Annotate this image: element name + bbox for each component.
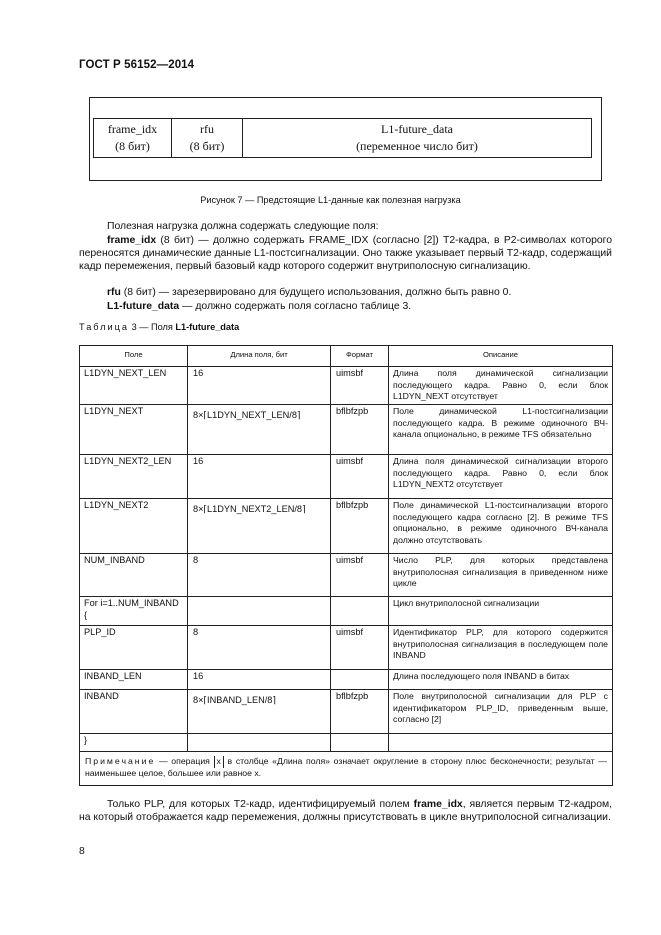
cell-length: [188, 499, 331, 554]
header-format: Формат: [331, 346, 389, 367]
cell-field: L1DYN_NEXT2_LEN: [80, 455, 188, 499]
cell-format: uimsbf: [331, 554, 389, 597]
cell-length: 16: [188, 367, 331, 405]
page-number: 8: [79, 846, 85, 857]
table-note: [80, 752, 613, 786]
paragraph-l1-future-data-text: — должно содержать поля согласно таблице 3.: [179, 301, 412, 312]
cell-format: bflbfzpb: [331, 405, 389, 455]
figure-caption: Рисунок 7 — Предстоящие L1-данные как полезная нагрузка: [200, 195, 461, 205]
cell-format: uimsbf: [331, 455, 389, 499]
table-caption-number: 3 — Поля: [129, 322, 176, 332]
table-row: [80, 626, 613, 670]
paragraph-rfu: [79, 286, 612, 299]
table-note-row: [80, 752, 613, 786]
header-field: Поле: [80, 346, 188, 367]
cell-length: 8: [188, 626, 331, 670]
term-frame-idx: frame_idx: [107, 235, 157, 246]
paragraph-frame-idx-text: (8 бит) — должно содержать FRAME_IDX (согласно [2]) Т2-кадра, в Р2-символах которого переносятся динамические данные L1-постсигнализации. Оно также указывает первый Т2-кадр, содержащий кадр перемежения, первый базовый кадр которого содержит внутриполосную сигнализацию.: [79, 235, 612, 273]
cell-description: Цикл внутриполосной сигнализации: [389, 597, 613, 626]
note-text-pre: — операция: [155, 756, 214, 766]
cell-field: L1DYN_NEXT: [80, 405, 188, 455]
table-row: [80, 405, 613, 455]
cell-field: INBAND_LEN: [80, 670, 188, 690]
term-l1-future-data: L1-future_data: [107, 301, 180, 312]
figure-field-name: L1-future_data: [381, 122, 453, 136]
cell-description: Поле динамической L1-постсигнализации второго последующего кадра согласно [2]. В режиме TFS опционально, в режиме одиночного ВЧ-канала должно отсутствовать: [389, 499, 613, 554]
cell-format: [331, 734, 389, 752]
figure-field-name: frame_idx: [107, 122, 158, 136]
paragraph-l1-future-data: [79, 300, 612, 313]
cell-format: bflbfzpb: [331, 499, 389, 554]
cell-description: Число PLP, для которых представлена внутриполосная сигнализация в приведенном ниже цикле: [389, 554, 613, 597]
table-row: [80, 734, 613, 752]
figure-field-name: rfu: [200, 122, 214, 136]
figure-cell-l1-future-data: [243, 119, 591, 157]
cell-description: Идентификатор PLP, для которого содержится внутриполосная сигнализация в последующем поле INBAND: [389, 626, 613, 670]
cell-length: [188, 597, 331, 626]
term-rfu: rfu: [107, 287, 121, 298]
paragraph-closing: [79, 798, 612, 824]
cell-format: uimsbf: [331, 367, 389, 405]
table-caption-label: Таблица: [79, 322, 130, 332]
ceiling-symbol: x: [214, 756, 224, 768]
paragraph-frame-idx: [79, 234, 612, 274]
cell-length: 16: [188, 670, 331, 690]
table-header-row: [80, 346, 613, 367]
cell-description: Длина последующего поля INBAND в битах: [389, 670, 613, 690]
cell-description: Поле динамической L1-постсигнализации последующего кадра. В режиме одиночного ВЧ-канала опционально, в режиме TFS обязательно: [389, 405, 613, 455]
figure-field-size: (8 бит): [115, 139, 150, 153]
cell-field: }: [80, 734, 188, 752]
cell-field: INBAND: [80, 690, 188, 734]
figure-field-size: (переменное число бит): [356, 139, 478, 153]
cell-format: uimsbf: [331, 626, 389, 670]
table-row: [80, 455, 613, 499]
table-row: [80, 597, 613, 626]
cell-length: [188, 734, 331, 752]
header-description: Описание: [389, 346, 613, 367]
paragraph-closing-post: , является первым Т2-кадром, на который отображается кадр перемежения, должны присутствовать в цикле внутриполосной сигнализации.: [79, 799, 613, 824]
cell-description: Поле внутриполосной сигнализации для PLP с идентификатором PLP_ID, приведенным выше, согласно [2]: [389, 690, 613, 734]
cell-format: bflbfzpb: [331, 690, 389, 734]
cell-field: L1DYN_NEXT_LEN: [80, 367, 188, 405]
cell-description: Длина поля динамической сигнализации второго последующего кадра. Равно 0, если блок L1DYN_NEXT2 отсутствует: [389, 455, 613, 499]
table-caption-name: L1-future_data: [175, 322, 240, 332]
note-label: Примечание: [85, 756, 156, 766]
cell-format: [331, 670, 389, 690]
table-caption: [79, 322, 239, 332]
fields-table: [79, 345, 613, 786]
figure-field-size: (8 бит): [189, 139, 225, 153]
ceiling-expression: 8×⌈L1DYN_NEXT_LEN/8⌉: [193, 410, 301, 420]
table-row: [80, 499, 613, 554]
table-row: [80, 554, 613, 597]
ceiling-expression: 8×⌈L1DYN_NEXT2_LEN/8⌉: [193, 504, 306, 514]
cell-length: [188, 690, 331, 734]
cell-field: For i=1..NUM_INBAND {: [80, 597, 188, 626]
document-header: ГОСТ Р 56152—2014: [79, 59, 195, 71]
figure-cell-frame-idx: [94, 119, 172, 157]
ceiling-expression: 8×⌈INBAND_LEN/8⌉: [193, 695, 277, 705]
paragraph-intro: Полезная нагрузка должна содержать следующие поля:: [107, 221, 379, 232]
figure-field-layout: [93, 118, 592, 158]
cell-field: NUM_INBAND: [80, 554, 188, 597]
figure-cell-rfu: [172, 119, 243, 157]
cell-description: [389, 734, 613, 752]
table-row: [80, 670, 613, 690]
cell-length: [188, 405, 331, 455]
cell-field: L1DYN_NEXT2: [80, 499, 188, 554]
cell-length: 8: [188, 554, 331, 597]
table-row: [80, 690, 613, 734]
term-frame-idx-closing: frame_idx: [413, 799, 463, 810]
cell-field: PLP_ID: [80, 626, 188, 670]
cell-description: Длина поля динамической сигнализации последующего кадра. Равно 0, если блок L1DYN_NEXT отсутствует: [389, 367, 613, 405]
header-length: Длина поля, бит: [188, 346, 331, 367]
note-text-post: в столбце «Длина поля» означает округление в сторону плюс бесконечности; результат — наименьшее целое, большее или равное x.: [85, 756, 607, 778]
paragraph-rfu-text: (8 бит) — зарезервировано для будущего использования, должно быть равно 0.: [120, 287, 512, 298]
table-row: [80, 367, 613, 405]
cell-length: 16: [188, 455, 331, 499]
paragraph-closing-pre: Только PLP, для которых Т2-кадр, идентифицируемый полем: [107, 799, 414, 810]
cell-format: [331, 597, 389, 626]
